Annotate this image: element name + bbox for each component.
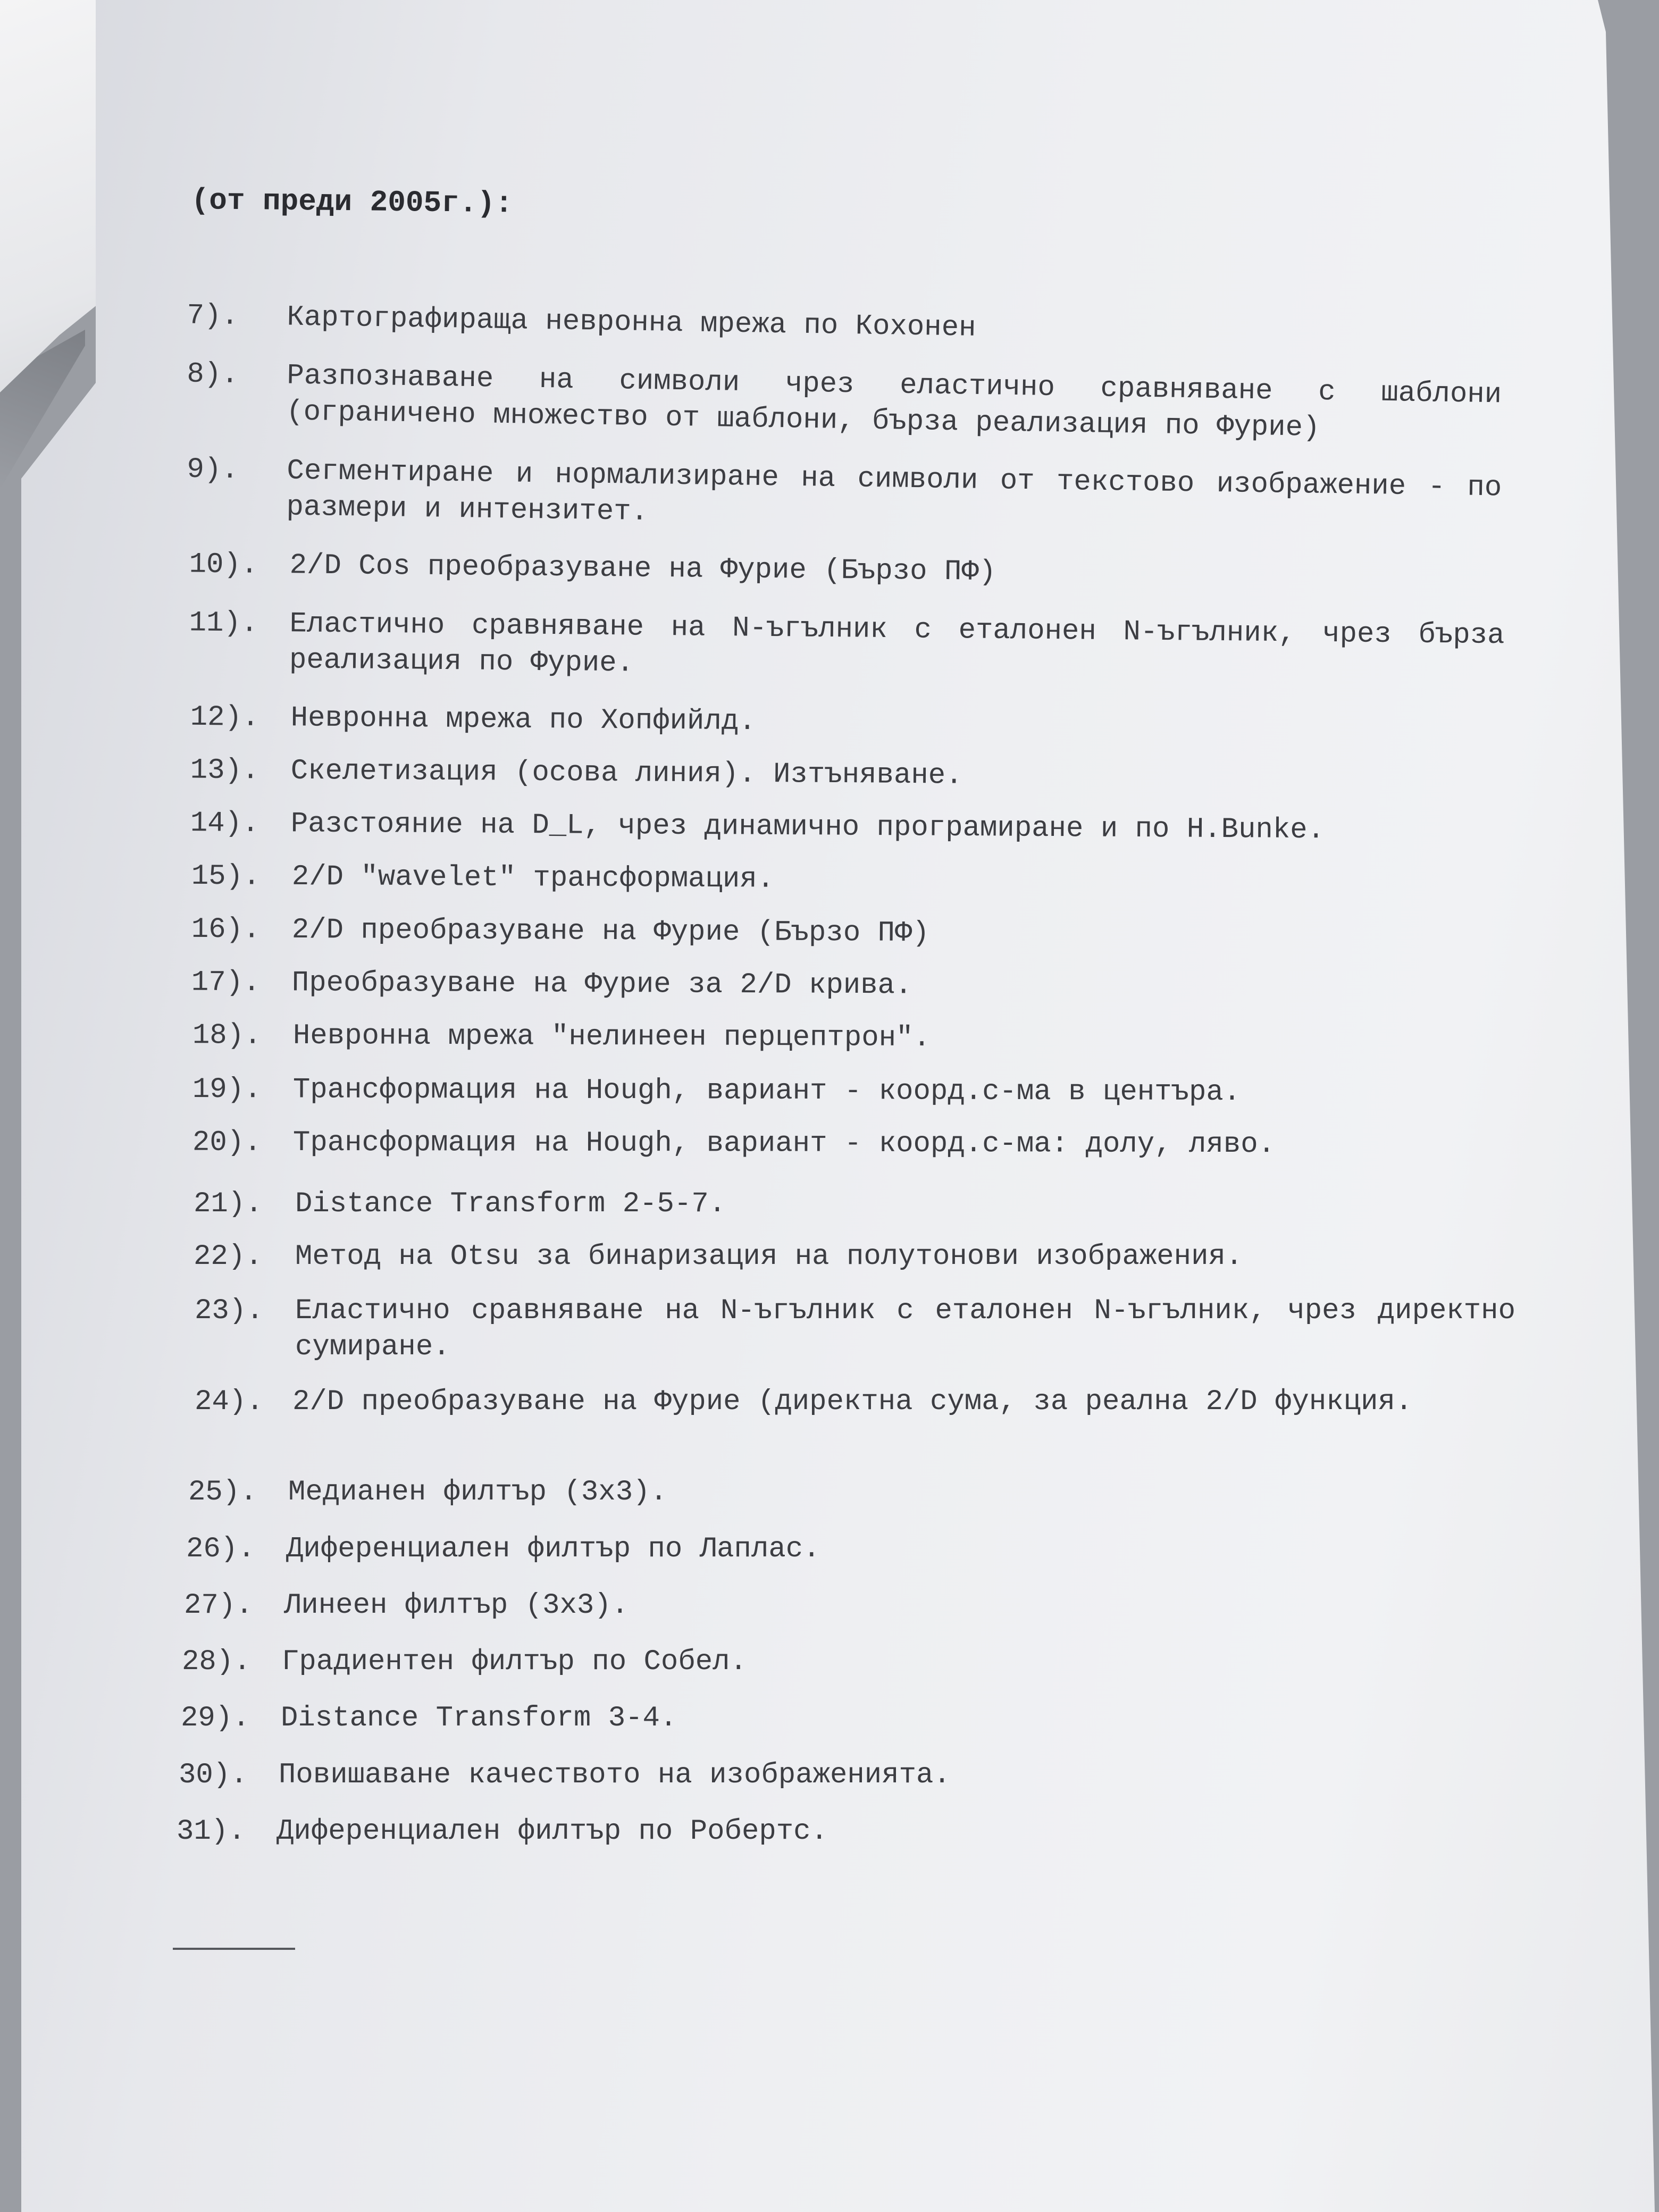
item-number: 18). bbox=[192, 1019, 262, 1052]
list-item bbox=[0, 295, 1659, 345]
item-number: 26). bbox=[186, 1533, 255, 1565]
item-text: Диференциален филтър по Робертс. bbox=[276, 1815, 828, 1848]
item-number: 7). bbox=[186, 299, 239, 333]
list-item bbox=[0, 354, 1659, 445]
item-text: Картографираща невронна мрежа по Кохонен bbox=[286, 301, 976, 345]
item-number: 10). bbox=[189, 548, 258, 582]
item-text: Скелетизация (осова линия). Изтъняване. bbox=[290, 755, 963, 792]
item-number: 21). bbox=[194, 1188, 263, 1220]
item-text: 2/D преобразуване на Фурие (Бързо ПФ) bbox=[291, 914, 929, 950]
list-item bbox=[0, 604, 1659, 680]
list-item bbox=[0, 545, 1659, 589]
item-number: 15). bbox=[191, 860, 261, 893]
item-text: Разпознаване на символи чрез еластично сравняване с шаблони (ограничено множество от шаблони, бърза реализация по Фурие) bbox=[286, 359, 1502, 445]
item-number: 13). bbox=[190, 754, 259, 787]
item-number: 8). bbox=[186, 358, 239, 392]
item-text: Невронна мрежа "нелинеен перцептрон". bbox=[292, 1019, 931, 1055]
list-item bbox=[0, 449, 1659, 529]
item-text: Повишаване качеството на изображенията. bbox=[279, 1759, 951, 1791]
item-number: 16). bbox=[191, 913, 261, 946]
item-number: 27). bbox=[184, 1589, 253, 1622]
item-number: 23). bbox=[195, 1295, 264, 1327]
item-text: Метод на Otsu за бинаризация на полутонови изображения. bbox=[295, 1241, 1243, 1273]
item-number: 25). bbox=[188, 1476, 257, 1509]
list-item bbox=[0, 1017, 1659, 1055]
item-number: 22). bbox=[194, 1241, 263, 1273]
item-number: 19). bbox=[192, 1073, 262, 1107]
item-text: Сегментиране и нормализиране на символи от текстово изображение - по размери и интензитет. bbox=[286, 455, 1502, 529]
item-number: 31). bbox=[177, 1815, 246, 1848]
item-text: Преобразуване на Фурие за 2/D крива. bbox=[291, 967, 912, 1002]
item-number: 14). bbox=[190, 807, 259, 840]
item-number: 9). bbox=[187, 453, 239, 487]
item-text: Линеен филтър (3x3). bbox=[284, 1589, 629, 1622]
item-text: Разстояние на D_L, чрез динамично програмиране и по H.Bunke. bbox=[290, 808, 1325, 847]
item-number: 29). bbox=[181, 1702, 250, 1735]
item-text: 2/D "wavelet" трансформация. bbox=[291, 860, 775, 896]
item-text: Трансформация на Hough, вариант - коорд.с-ма: долу, ляво. bbox=[292, 1126, 1276, 1161]
list-item bbox=[0, 751, 1659, 792]
item-text: 2/D Cos преобразуване на Фурие (Бързо ПФ) bbox=[289, 549, 996, 589]
item-number: 11). bbox=[189, 607, 258, 640]
list-item bbox=[0, 911, 1659, 950]
footnote-separator bbox=[173, 1948, 295, 1950]
item-text: Медианен филтър (3x3). bbox=[288, 1476, 667, 1509]
item-number: 20). bbox=[192, 1126, 262, 1159]
list-item bbox=[0, 698, 1659, 739]
item-text: Еластично сравняване на N-ъгълник с еталонен N-ъгълник, чрез директно сумиране. bbox=[295, 1295, 1515, 1363]
list-item bbox=[0, 858, 1659, 896]
item-number: 24). bbox=[195, 1386, 264, 1418]
list-item bbox=[0, 1125, 1659, 1161]
item-text: Distance Transform 3-4. bbox=[281, 1702, 677, 1735]
item-text: Трансформация на Hough, вариант - коорд.с-ма в центъра. bbox=[292, 1074, 1241, 1109]
list-item bbox=[0, 805, 1659, 847]
item-number: 28). bbox=[182, 1646, 251, 1678]
list-item bbox=[0, 964, 1659, 1002]
item-text: Еластично сравняване на N-ъгълник с еталонен N-ъгълник, чрез бърза реализация по Фурие. bbox=[289, 608, 1505, 680]
item-text: Distance Transform 2-5-7. bbox=[295, 1188, 726, 1220]
item-number: 30). bbox=[179, 1759, 248, 1791]
item-number: 17). bbox=[191, 966, 261, 1000]
item-text: Градиентен филтър по Собел. bbox=[282, 1646, 747, 1678]
item-text: 2/D преобразуване на Фурие (директна сума, за реална 2/D функция. bbox=[292, 1386, 1413, 1418]
item-text: Невронна мрежа по Хопфийлд. bbox=[290, 702, 756, 739]
item-number: 12). bbox=[190, 701, 259, 734]
item-text: Диференциален филтър по Лаплас. bbox=[286, 1533, 820, 1565]
list-item bbox=[0, 1071, 1659, 1109]
page-heading: (от преди 2005г.): bbox=[191, 183, 513, 221]
